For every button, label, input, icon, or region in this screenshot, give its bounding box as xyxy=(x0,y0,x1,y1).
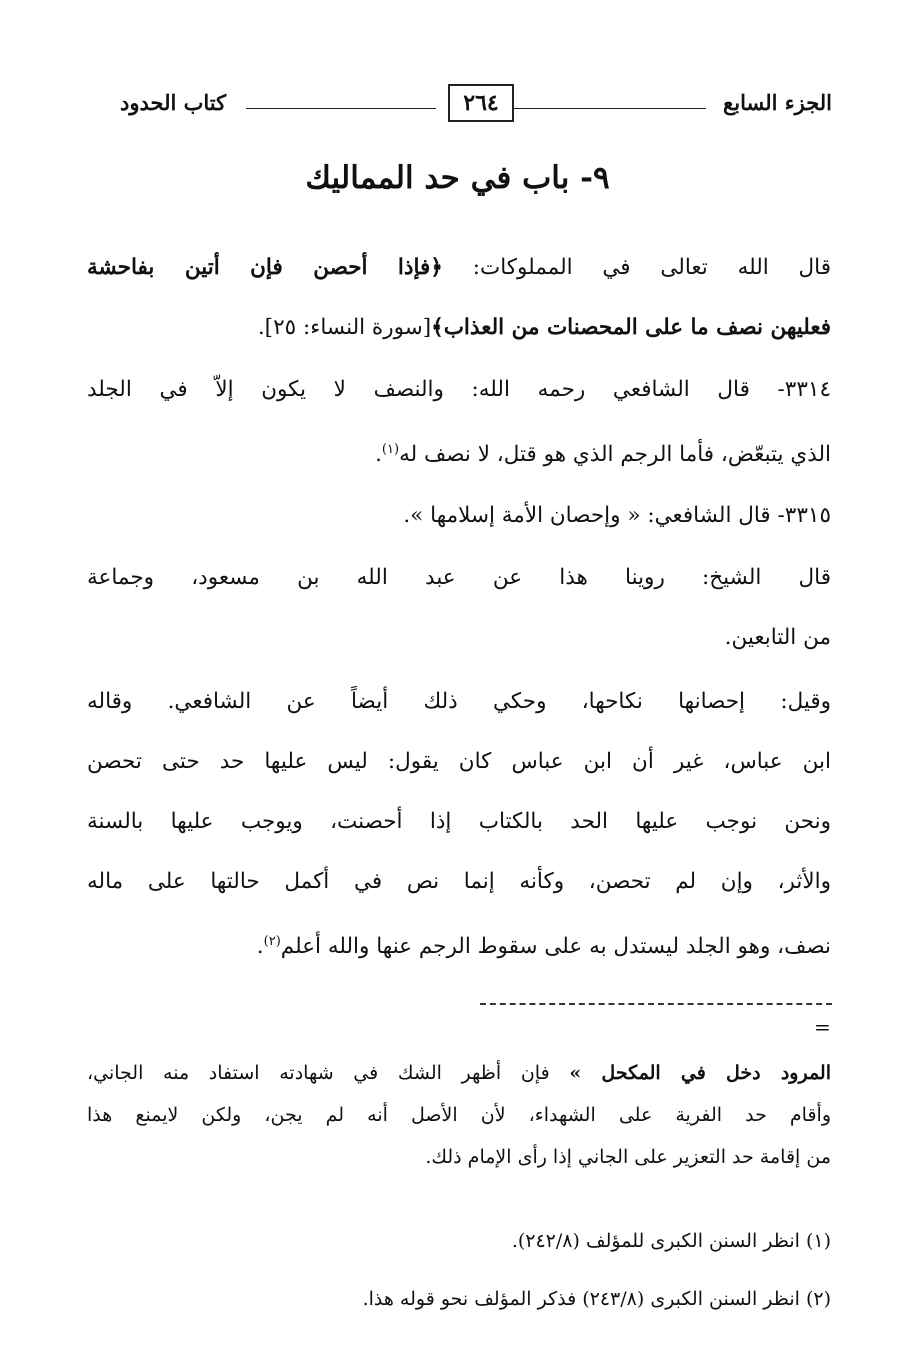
footnote-bold-text: المرود دخل في المكحل » xyxy=(569,1062,832,1084)
text-line: ابن عباس، غير أن ابن عباس كان يقول: ليس عليها حد حتى تحصن xyxy=(87,749,831,774)
quran-text: ﴿فإذا أحصن فإن أتين بفاحشة xyxy=(87,255,443,280)
paragraph-3315 xyxy=(87,486,831,546)
text-segment: فإن أظهر الشك في شهادته استفاد منه الجاني، xyxy=(87,1062,570,1084)
footnote-line: (١) انظر السنن الكبرى للمؤلف (٢٤٢/٨). xyxy=(511,1230,831,1252)
footnote-line xyxy=(87,1052,831,1094)
footnote-line: (٢) انظر السنن الكبرى (٢٤٣/٨) فذكر المؤلف نحو قوله هذا. xyxy=(362,1288,831,1310)
paragraph-quran-verse xyxy=(87,238,831,358)
text-segment: . xyxy=(375,442,382,468)
book-label: كتاب الحدود xyxy=(120,90,227,115)
footnote-ref: (١) xyxy=(381,442,400,457)
text-line xyxy=(87,912,831,977)
text-segment: نصف، وهو الجلد ليستدل به على سقوط الرجم عنها والله أعلم xyxy=(280,934,831,960)
text-line: ٣٣١٥- قال الشافعي: « وإحصان الأمة إسلامها ». xyxy=(403,503,831,528)
page-number: ٢٦٤ xyxy=(448,84,514,122)
text-line xyxy=(87,420,831,485)
footnote-ref: (٢) xyxy=(263,934,281,949)
running-header xyxy=(120,84,832,124)
continuation-mark: = xyxy=(814,1015,831,1039)
chapter-title: ٩- باب في حد المماليك xyxy=(305,160,610,196)
text-line xyxy=(87,298,831,358)
text-line xyxy=(87,238,831,298)
footnote-line: وأقام حد الفرية على الشهداء، لأن الأصل أنه لم يجن، ولكن لايمنع هذا xyxy=(87,1104,831,1126)
footnote-line: من إقامة حد التعزير على الجاني إذا رأى الإمام ذلك. xyxy=(425,1146,831,1168)
footnote-continuation xyxy=(87,1052,831,1178)
header-rule-right xyxy=(510,108,706,109)
text-line: وقيل: إحصانها نكاحها، وحكي ذلك أيضاً عن الشافعي. وقاله xyxy=(87,689,831,714)
quran-text: فعليهن نصف ما على المحصنات من العذاب﴾ xyxy=(431,315,831,340)
footnote-2 xyxy=(87,1278,831,1320)
volume-label: الجزء السابع xyxy=(723,90,832,115)
text-line: ونحن نوجب عليها الحد بالكتاب إذا أحصنت، ويوجب عليها بالسنة xyxy=(87,809,831,834)
text-segment: . xyxy=(256,934,264,960)
verse-intro: قال الله تعالى في المملوكات: xyxy=(442,255,831,280)
text-segment: الذي يتبعّض، فأما الرجم الذي هو قتل، لا نصف له xyxy=(399,442,831,468)
paragraph-sheikh xyxy=(87,548,831,668)
footnote-divider xyxy=(480,1003,832,1005)
paragraph-3314 xyxy=(87,360,831,485)
header-rule-left xyxy=(246,108,436,109)
surah-reference: [سورة النساء: ٢٥]. xyxy=(257,315,432,340)
paragraph-ihsan xyxy=(87,672,831,977)
footnote-1 xyxy=(87,1220,831,1262)
text-line: من التابعين. xyxy=(724,625,831,650)
text-line: ٣٣١٤- قال الشافعي رحمه الله: والنصف لا يكون إلاّ في الجلد xyxy=(87,377,831,402)
text-line: قال الشيخ: روينا هذا عن عبد الله بن مسعود، وجماعة xyxy=(87,565,831,590)
text-line: والأثر، وإن لم تحصن، وكأنه إنما نص في أكمل حالتها على ماله xyxy=(87,869,831,894)
